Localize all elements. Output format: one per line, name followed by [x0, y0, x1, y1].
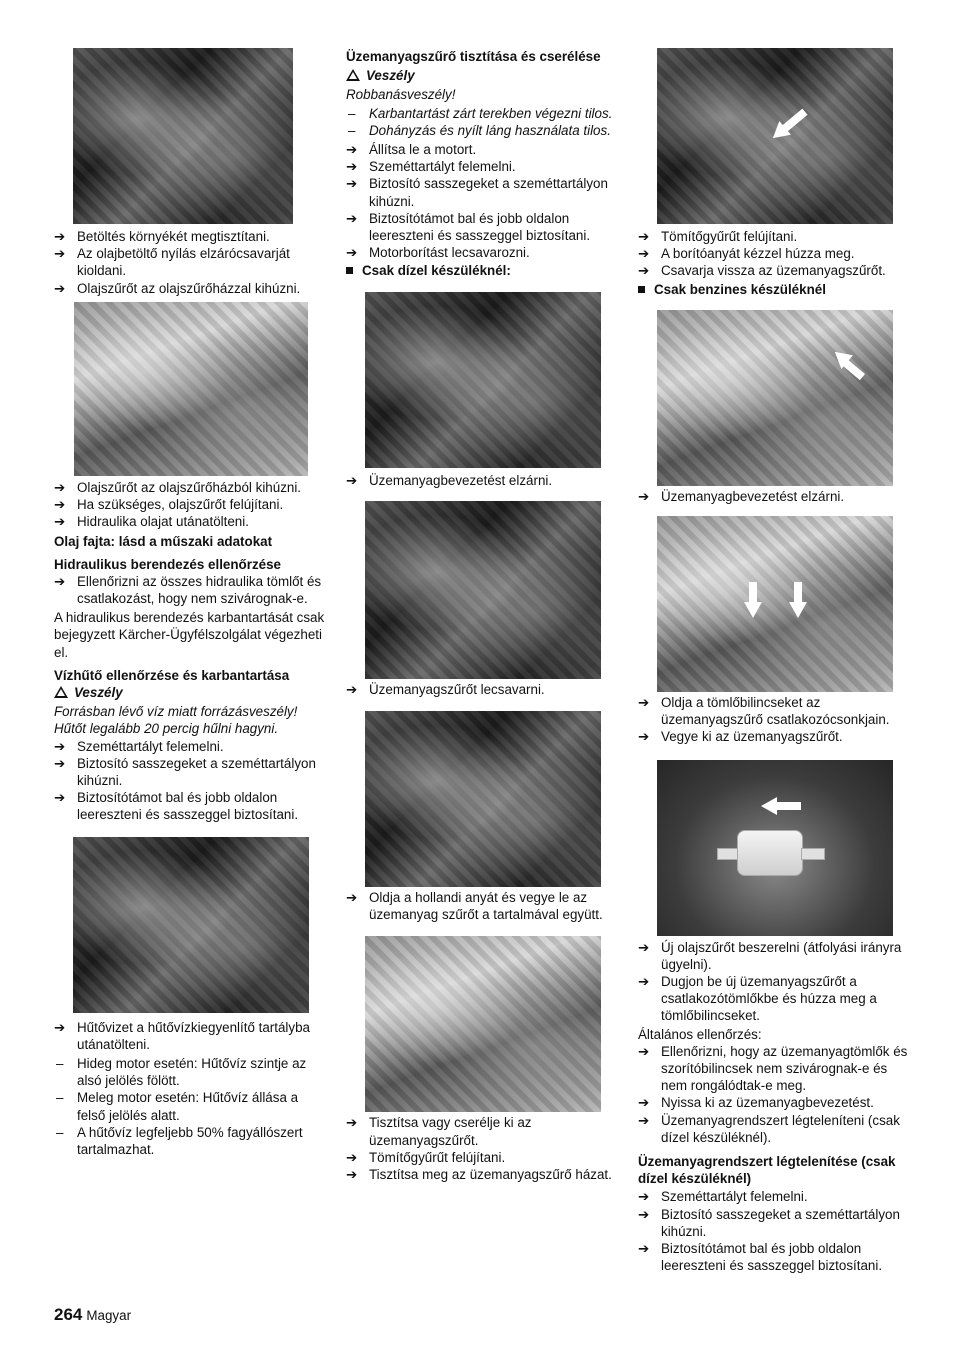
steps-list	[54, 479, 330, 531]
photo-oil-filter-housing	[74, 302, 308, 476]
photo-coolant-refill	[73, 837, 309, 1013]
list-item	[54, 1089, 330, 1123]
list-item	[54, 1124, 330, 1158]
steps-list	[638, 939, 910, 1025]
radiator-warning: Forrásban lévő víz miatt forrázásveszély! Hűtőt legalább 20 percig hűlni hagyni.	[54, 704, 298, 737]
arrow-bullet-icon: ➔	[638, 1206, 650, 1222]
arrow-bullet-icon: ➔	[54, 229, 66, 244]
arrow-bullet-icon: ➔	[346, 210, 358, 226]
list-item	[346, 175, 624, 209]
list-item	[54, 789, 330, 823]
photo-union-nut	[365, 711, 601, 887]
list-item	[346, 1166, 624, 1183]
square-bullet-icon	[346, 267, 353, 274]
list-item-text: Szeméttartályt felemelni.	[77, 738, 224, 754]
arrow-bullet-icon: ➔	[54, 280, 66, 296]
danger-label	[346, 67, 624, 84]
arrow-bullet-icon: ➔	[638, 229, 650, 244]
steps-list	[54, 738, 330, 824]
list-item-text: Hidraulika olajat utánatölteni.	[77, 514, 249, 530]
warning-triangle-icon	[54, 686, 68, 698]
photo-hose-clamps	[657, 516, 893, 692]
steps-list	[638, 228, 910, 280]
arrow-bullet-icon: ➔	[346, 245, 358, 261]
list-item	[638, 1206, 910, 1240]
list-item	[638, 1094, 910, 1111]
list-item-text: Meleg motor esetén: Hűtővíz állása a felső jelölés alatt.	[77, 1090, 299, 1123]
list-item-text: Biztosító sasszegeket a szeméttartályon kihúzni.	[77, 755, 316, 789]
list-item-text: Olajszűrőt az olajszűrőházból kihúzni.	[77, 479, 302, 495]
list-item-text: Dugjon be új üzemanyagszűrőt a csatlakozótömlőkbe és húzza meg a tömlőbilincseket.	[661, 974, 877, 1024]
list-item	[638, 1188, 910, 1205]
list-item	[54, 1055, 330, 1089]
photo-petrol-fuel-shutoff	[657, 310, 893, 486]
danger-text: Veszély	[74, 685, 123, 701]
list-item-text: Állítsa le a motort.	[369, 142, 477, 158]
list-item	[346, 105, 624, 122]
arrow-bullet-icon: ➔	[54, 738, 66, 754]
list-item-text: Olajszűrőt az olajszűrőházzal kihúzni.	[77, 280, 301, 296]
steps-list	[638, 488, 910, 505]
list-item-text: Oldja a hollandi anyát és vegye le az üzemanyag szűrőt a tartalmával együtt.	[369, 890, 603, 923]
list-item	[346, 1114, 624, 1148]
arrow-bullet-icon: ➔	[638, 263, 650, 279]
arrow-marker-icon	[749, 582, 757, 602]
arrow-bullet-icon: ➔	[54, 755, 66, 771]
list-item-text: Tömítőgyűrűt felújítani.	[661, 229, 798, 244]
arrow-marker-icon	[775, 802, 801, 810]
list-item	[638, 1240, 910, 1274]
list-item-text: Karbantartást zárt terekben végezni tilos.	[369, 105, 613, 121]
arrow-bullet-icon: ➔	[638, 246, 650, 262]
language-label: Magyar	[86, 1308, 132, 1323]
arrow-bullet-icon: ➔	[346, 159, 358, 175]
list-item	[54, 738, 330, 755]
list-item	[346, 472, 624, 489]
petrol-only-heading	[638, 281, 910, 298]
list-item	[346, 244, 624, 261]
list-item-text: Biztosító sasszegeket a szeméttartályon kihúzni.	[661, 1206, 900, 1239]
list-item-text: Biztosítótámot bal és jobb oldalon leereszteni és sasszeggel biztosítani.	[77, 790, 299, 823]
list-item	[346, 889, 624, 923]
list-item	[638, 973, 910, 1025]
list-item-text: Motorborítást lecsavarozni.	[369, 245, 530, 261]
list-item-text: Tömítőgyűrűt felújítani.	[369, 1149, 506, 1165]
list-item-text: Biztosító sasszegeket a szeméttartályon kihúzni.	[369, 176, 608, 209]
steps-list	[346, 1114, 624, 1183]
page-footer	[54, 1306, 131, 1324]
column-middle	[346, 48, 624, 1183]
dash-bullet: –	[348, 122, 356, 138]
arrow-bullet-icon: ➔	[638, 1189, 650, 1205]
square-bullet-icon	[638, 286, 645, 293]
list-item-text: Ellenőrizni az összes hidraulika tömlőt és csatlakozást, hogy nem szivárognak-e.	[77, 573, 322, 607]
arrow-bullet-icon: ➔	[638, 729, 650, 745]
filter-outlet	[801, 848, 825, 860]
list-item-text: Az olajbetöltő nyílás elzárócsavarját kioldani.	[77, 246, 290, 279]
list-item-text: Hűtővizet a hűtővízkiegyenlítő tartályba utánatölteni.	[77, 1019, 310, 1052]
list-item	[54, 755, 330, 789]
list-item	[638, 1112, 910, 1146]
arrow-bullet-icon: ➔	[346, 472, 358, 488]
petrol-only-text: Csak benzines készüléknél	[654, 281, 826, 297]
arrow-bullet-icon: ➔	[54, 479, 66, 495]
photo-cleaning-filter	[365, 936, 601, 1112]
list-item-text: Csavarja vissza az üzemanyagszűrőt.	[661, 263, 886, 279]
steps-list	[346, 472, 624, 489]
photo-diesel-fuel-shutoff	[365, 292, 601, 468]
list-item	[54, 280, 330, 297]
arrow-marker-icon	[782, 109, 807, 132]
flow-direction-icon	[761, 797, 777, 815]
list-item-text: Szeméttartályt felemelni.	[369, 159, 516, 175]
list-item-text: Biztosítótámot bal és jobb oldalon leereszteni és sasszeggel biztosítani.	[661, 1241, 883, 1274]
general-check-label: Általános ellenőrzés:	[638, 1026, 762, 1042]
arrow-bullet-icon: ➔	[346, 890, 358, 906]
page-number: 264	[54, 1305, 83, 1324]
list-item-text: Tisztítsa vagy cserélje ki az üzemanyagszűrőt.	[369, 1115, 532, 1148]
arrow-head-icon	[744, 602, 762, 618]
diesel-only-heading	[346, 262, 624, 279]
steps-list	[638, 694, 910, 746]
arrow-marker-icon	[794, 582, 802, 602]
hydraulic-heading: Hidraulikus berendezés ellenőrzése	[54, 556, 281, 572]
list-item-text: Betöltés környékét megtisztítani.	[77, 229, 270, 244]
list-item	[54, 573, 330, 607]
list-item-text: Ellenőrizni, hogy az üzemanyagtömlők és szorítóbilincsek nem szivárognak-e és nem rongálódtak-e meg.	[661, 1043, 908, 1094]
list-item	[54, 496, 330, 513]
prohibition-list	[346, 105, 624, 139]
arrow-bullet-icon: ➔	[346, 1167, 358, 1183]
list-item	[638, 694, 910, 728]
arrow-bullet-icon: ➔	[54, 497, 66, 513]
list-item-text: A borítóanyát kézzel húzza meg.	[661, 246, 855, 262]
photo-oil-filler	[73, 48, 293, 224]
list-item	[54, 513, 330, 530]
arrow-bullet-icon: ➔	[346, 681, 358, 697]
list-item-text: Új olajszűrőt beszerelni (átfolyási irányra ügyelni).	[661, 939, 902, 972]
list-item-text: Ha szükséges, olajszűrőt felújítani.	[77, 497, 284, 513]
arrow-bullet-icon: ➔	[54, 1019, 66, 1035]
list-item-text: Üzemanyagszűrőt lecsavarni.	[369, 681, 545, 697]
list-item	[638, 488, 910, 505]
bleeding-heading: Üzemanyagrendszert légtelenítése (csak dízel készüléknél)	[638, 1154, 896, 1187]
list-item	[346, 1149, 624, 1166]
steps-list	[346, 141, 624, 261]
column-right	[638, 48, 910, 1274]
warning-triangle-icon	[346, 69, 360, 81]
arrow-bullet-icon: ➔	[346, 1149, 358, 1165]
column-left	[54, 48, 330, 1158]
list-item-text: Dohányzás és nyílt láng használata tilos.	[369, 122, 611, 138]
list-item	[346, 141, 624, 158]
list-item	[54, 479, 330, 496]
steps-list	[54, 573, 330, 607]
arrow-bullet-icon: ➔	[54, 514, 66, 530]
explosion-warning: Robbanásveszély!	[346, 87, 456, 103]
steps-list	[54, 228, 330, 297]
list-item	[638, 728, 910, 745]
danger-text: Veszély	[366, 68, 415, 84]
dash-bullet: –	[348, 105, 356, 121]
list-item-text: Tisztítsa meg az üzemanyagszűrő házat.	[369, 1167, 612, 1183]
dash-bullet: –	[56, 1056, 64, 1072]
list-item-text: Üzemanyagbevezetést elzárni.	[369, 472, 553, 488]
arrow-bullet-icon: ➔	[54, 573, 66, 589]
arrow-bullet-icon: ➔	[346, 1115, 358, 1131]
list-item	[54, 228, 330, 245]
dash-bullet: –	[56, 1124, 64, 1140]
arrow-bullet-icon: ➔	[638, 939, 650, 955]
notes-list	[54, 1055, 330, 1158]
steps-list	[54, 1019, 330, 1053]
arrow-bullet-icon: ➔	[638, 695, 650, 711]
oil-type-note: Olaj fajta: lásd a műszaki adatokat	[54, 534, 273, 550]
radiator-heading: Vízhűtő ellenőrzése és karbantartása	[54, 667, 290, 683]
list-item	[346, 122, 624, 139]
list-item-text: Nyissa ki az üzemanyagbevezetést.	[661, 1095, 874, 1111]
list-item-text: Vegye ki az üzemanyagszűrőt.	[661, 729, 843, 745]
photo-fuel-filter-unscrew	[365, 501, 601, 679]
steps-list	[638, 1043, 910, 1146]
list-item	[638, 245, 910, 262]
arrow-bullet-icon: ➔	[638, 974, 650, 990]
arrow-head-icon	[789, 602, 807, 618]
list-item-text: Biztosítótámot bal és jobb oldalon leereszteni és sasszeggel biztosítani.	[369, 210, 591, 244]
steps-list	[638, 1188, 910, 1274]
list-item-text: Oldja a tömlőbilincseket az üzemanyagszűrő csatlakozócsonkjain.	[661, 695, 890, 728]
arrow-bullet-icon: ➔	[346, 176, 358, 192]
arrow-bullet-icon: ➔	[54, 790, 66, 806]
list-item	[638, 262, 910, 279]
hydraulic-text: A hidraulikus berendezés karbantartását csak bejegyzett Kärcher-Ügyfélszolgálat végezheti el.	[54, 610, 325, 660]
list-item	[54, 1019, 330, 1053]
arrow-bullet-icon: ➔	[54, 246, 66, 262]
arrow-bullet-icon: ➔	[638, 1112, 650, 1128]
list-item	[638, 939, 910, 973]
arrow-bullet-icon: ➔	[638, 1241, 650, 1257]
photo-filter-reinstall	[657, 48, 893, 224]
list-item	[638, 1043, 910, 1095]
list-item	[346, 158, 624, 175]
list-item-text: Üzemanyagrendszert légteleníteni (csak dízel készüléknél).	[661, 1112, 900, 1145]
steps-list	[346, 889, 624, 923]
list-item	[54, 245, 330, 279]
fuel-filter-heading: Üzemanyagszűrő tisztítása és cserélése	[346, 49, 601, 64]
steps-list	[346, 681, 624, 698]
list-item-text: Hideg motor esetén: Hűtővíz szintje az alsó jelölés fölött.	[77, 1056, 307, 1089]
arrow-bullet-icon: ➔	[346, 142, 358, 158]
dash-bullet: –	[56, 1090, 64, 1106]
fuel-filter-body	[737, 830, 803, 876]
arrow-bullet-icon: ➔	[638, 1043, 650, 1059]
list-item-text: Üzemanyagbevezetést elzárni.	[661, 488, 845, 504]
danger-label	[54, 684, 330, 701]
list-item	[638, 228, 910, 245]
diesel-only-text: Csak dízel készüléknél:	[362, 263, 511, 279]
list-item	[346, 681, 624, 698]
arrow-bullet-icon: ➔	[638, 488, 650, 504]
list-item-text: Szeméttartályt felemelni.	[661, 1189, 808, 1205]
list-item-text: A hűtővíz legfeljebb 50% fagyállószert tartalmazhat.	[77, 1124, 303, 1158]
photo-new-fuel-filter	[657, 760, 893, 936]
list-item	[346, 210, 624, 244]
arrow-bullet-icon: ➔	[638, 1095, 650, 1111]
